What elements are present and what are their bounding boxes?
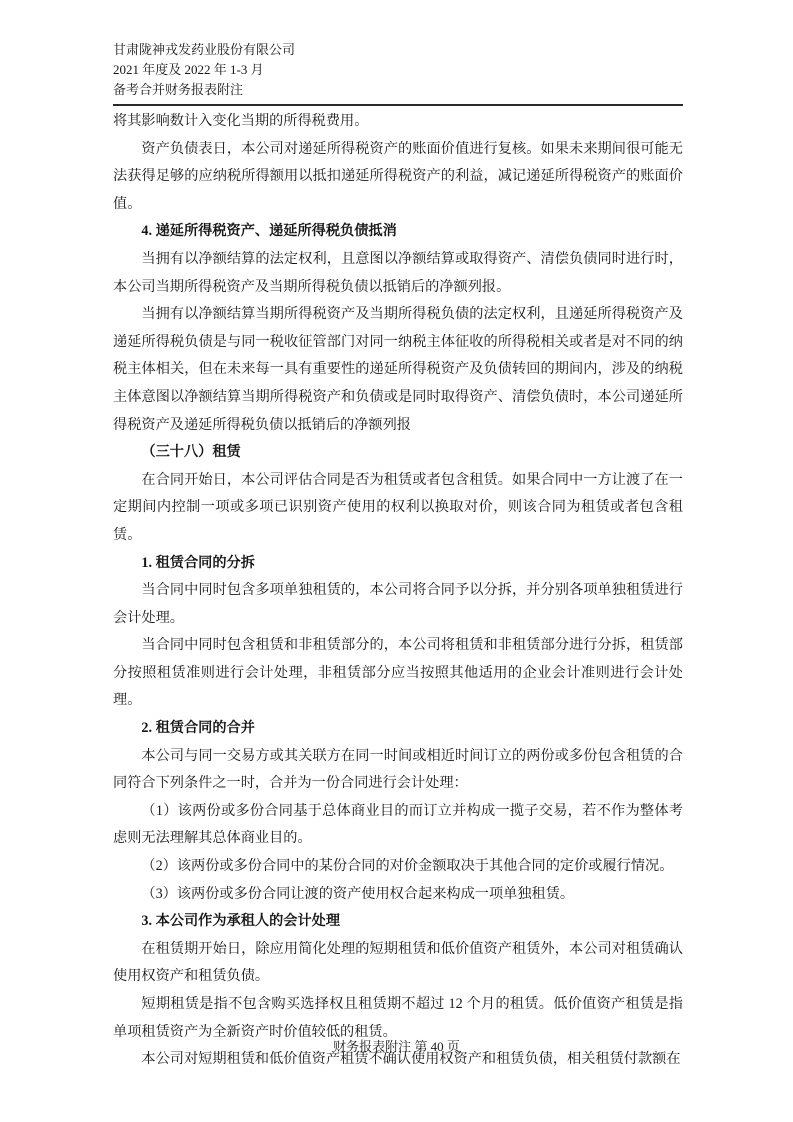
paragraph: 当拥有以净额结算的法定权利，且意图以净额结算或取得资产、清偿负债同时进行时，本公司当期所得税资产及当期所得税负债以抵销后的净额列报。	[113, 250, 683, 295]
paragraph: 当拥有以净额结算当期所得税资产及当期所得税负债的法定权利，且递延所得税资产及递延所得税负债是与同一税收征管部门对同一纳税主体征收的所得税相关或者是对不同的纳税主体相关，但在未来每一具有重要性的递延所得税资产及负债转回的期间内，涉及的纳税主体意图以净额结算当期所得税资产和负债或是同时取得资产、清偿负债时，本公司递延所得税资产及递延所得税负债以抵销后的净额列报	[113, 306, 683, 433]
paragraph: 本公司对短期租赁和低价值资产租赁不确认使用权资产和租赁负债，相关租赁付款额在	[141, 1051, 681, 1068]
paragraph: 在租赁期开始日，除应用简化处理的短期租赁和低价值资产租赁外，本公司对租赁确认使用权资产和租赁负债。	[113, 940, 683, 985]
paragraph: 将其影响数计入变化当期的所得税费用。	[113, 113, 369, 129]
paragraph: 资产负债表日，本公司对递延所得税资产的账面价值进行复核。如果未来期间很可能无法获得足够的应纳税所得额用以抵扣递延所得税资产的利益，减记递延所得税资产的账面价值。	[113, 140, 683, 212]
section-heading: （三十八）租赁	[141, 444, 241, 461]
header-divider	[113, 104, 683, 106]
section-heading: 2. 租赁合同的合并	[141, 720, 255, 737]
paragraph: 当合同中同时包含租赁和非租赁部分的，本公司将租赁和非租赁部分进行分拆，租赁部分按照租赁准则进行会计处理，非租赁部分应当按照其他适用的企业会计准则进行会计处理。	[113, 637, 683, 709]
section-heading: 1. 租赁合同的分拆	[141, 554, 255, 571]
section-heading: 4. 递延所得税资产、递延所得税负债抵消	[141, 223, 397, 240]
paragraph: （1）该两份或多份合同基于总体商业目的而订立并构成一揽子交易，若不作为整体考虑则无法理解其总体商业目的。	[113, 802, 683, 847]
paragraph: 当合同中同时包含多项单独租赁的，本公司将合同予以分拆，并分别各项单独租赁进行会计处理。	[113, 582, 683, 626]
section-heading: 3. 本公司作为承租人的会计处理	[141, 913, 341, 930]
header-company: 甘肃陇神戎发药业股份有限公司	[113, 42, 296, 57]
header-period: 2021 年度及 2022 年 1-3 月	[113, 62, 264, 77]
paragraph: 短期租赁是指不包含购买选择权且租赁期不超过 12 个月的租赁。低价值资产租赁是指单项租赁资产为全新资产时价值较低的租赁。	[113, 996, 683, 1040]
paragraph: （3）该两份或多份合同让渡的资产使用权合起来构成一项单独租赁。	[141, 885, 575, 902]
header-title: 备考合并财务报表附注	[113, 82, 244, 97]
page-footer: 财务报表附注 第 40 页	[333, 1039, 460, 1054]
document-header	[113, 40, 683, 100]
paragraph: 在合同开始日，本公司评估合同是否为租赁或者包含租赁。如果合同中一方让渡了在一定期间内控制一项或多项已识别资产使用的权利以换取对价，则该合同为租赁或者包含租赁。	[113, 471, 683, 543]
paragraph: （2）该两份或多份合同中的某份合同的对价金额取决于其他合同的定价或履行情况。	[141, 858, 674, 875]
document-body	[113, 108, 683, 1074]
paragraph: 本公司与同一交易方或其关联方在同一时间或相近时间订立的两份或多份包含租赁的合同符合下列条件之一时，合并为一份合同进行会计处理：	[113, 747, 683, 792]
